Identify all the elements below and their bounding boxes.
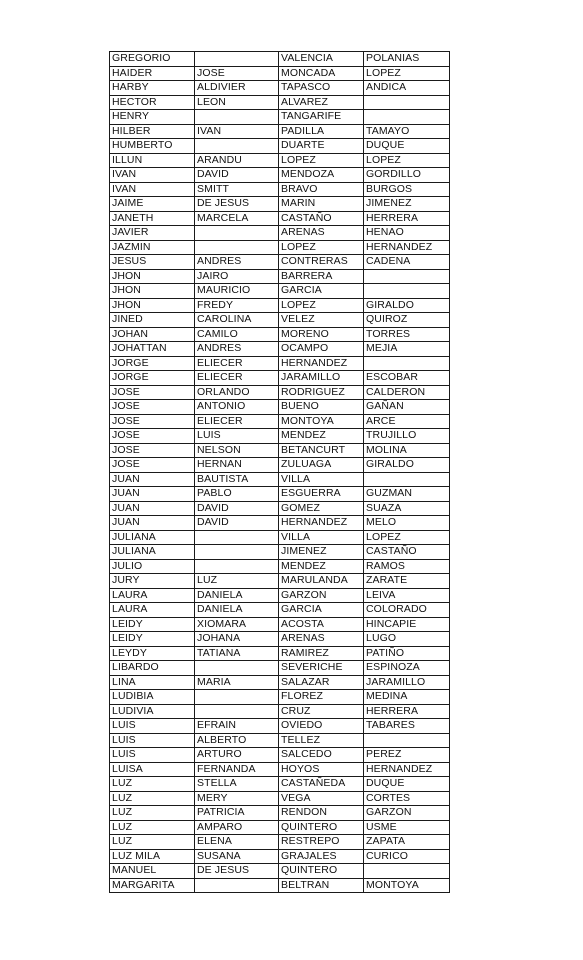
table-row xyxy=(110,95,450,110)
second-name-cell xyxy=(195,52,279,67)
table-row xyxy=(110,878,450,893)
first-name-cell: LUZ xyxy=(110,791,195,806)
first-surname-cell: VILLA xyxy=(279,472,364,487)
second-surname-cell: LOPEZ xyxy=(364,66,450,81)
second-name-cell xyxy=(195,545,279,560)
table-row xyxy=(110,661,450,676)
second-surname-cell: TABARES xyxy=(364,719,450,734)
second-name-cell xyxy=(195,139,279,154)
table-row xyxy=(110,414,450,429)
first-surname-cell: ESGUERRA xyxy=(279,487,364,502)
table-row xyxy=(110,835,450,850)
second-name-cell xyxy=(195,226,279,241)
table-row xyxy=(110,400,450,415)
second-name-cell xyxy=(195,690,279,705)
table-row xyxy=(110,820,450,835)
second-name-cell: ALDIVIER xyxy=(195,81,279,96)
names-table-body xyxy=(110,52,450,893)
second-surname-cell xyxy=(364,472,450,487)
first-surname-cell: MARULANDA xyxy=(279,574,364,589)
first-name-cell: JHON xyxy=(110,284,195,299)
second-surname-cell xyxy=(364,356,450,371)
second-name-cell: TATIANA xyxy=(195,646,279,661)
first-name-cell: HUMBERTO xyxy=(110,139,195,154)
first-name-cell: JAVIER xyxy=(110,226,195,241)
second-surname-cell: MEJIA xyxy=(364,342,450,357)
second-name-cell: ARTURO xyxy=(195,748,279,763)
first-surname-cell: CASTAÑEDA xyxy=(279,777,364,792)
second-surname-cell: GORDILLO xyxy=(364,168,450,183)
second-name-cell: MARCELA xyxy=(195,211,279,226)
second-surname-cell: HERNANDEZ xyxy=(364,762,450,777)
first-name-cell: JORGE xyxy=(110,356,195,371)
table-row xyxy=(110,182,450,197)
first-surname-cell: PADILLA xyxy=(279,124,364,139)
first-surname-cell: BRAVO xyxy=(279,182,364,197)
first-name-cell: JUAN xyxy=(110,516,195,531)
second-name-cell: ANTONIO xyxy=(195,400,279,415)
table-row xyxy=(110,603,450,618)
first-surname-cell: MARIN xyxy=(279,197,364,212)
first-surname-cell: CONTRERAS xyxy=(279,255,364,270)
first-surname-cell: HERNANDEZ xyxy=(279,516,364,531)
table-row xyxy=(110,806,450,821)
second-surname-cell: CALDERON xyxy=(364,385,450,400)
second-name-cell: MAURICIO xyxy=(195,284,279,299)
table-row xyxy=(110,574,450,589)
table-row xyxy=(110,443,450,458)
first-name-cell: HECTOR xyxy=(110,95,195,110)
first-surname-cell: BARRERA xyxy=(279,269,364,284)
names-table xyxy=(109,51,450,893)
names-sheet xyxy=(109,51,449,893)
second-surname-cell: QUIROZ xyxy=(364,313,450,328)
table-row xyxy=(110,632,450,647)
first-name-cell: JOHAN xyxy=(110,327,195,342)
second-name-cell: CAMILO xyxy=(195,327,279,342)
table-row xyxy=(110,791,450,806)
second-surname-cell: HERRERA xyxy=(364,704,450,719)
first-name-cell: LIBARDO xyxy=(110,661,195,676)
first-surname-cell: RESTREPO xyxy=(279,835,364,850)
first-surname-cell: LOPEZ xyxy=(279,240,364,255)
second-name-cell: LUZ xyxy=(195,574,279,589)
first-name-cell: LUISA xyxy=(110,762,195,777)
second-surname-cell: LEIVA xyxy=(364,588,450,603)
table-row xyxy=(110,704,450,719)
first-name-cell: HENRY xyxy=(110,110,195,125)
first-name-cell: LEIDY xyxy=(110,617,195,632)
first-name-cell: JOSE xyxy=(110,458,195,473)
second-name-cell: IVAN xyxy=(195,124,279,139)
second-surname-cell: GIRALDO xyxy=(364,298,450,313)
first-name-cell: LUIS xyxy=(110,719,195,734)
second-name-cell: PATRICIA xyxy=(195,806,279,821)
second-name-cell xyxy=(195,559,279,574)
first-surname-cell: MENDOZA xyxy=(279,168,364,183)
second-name-cell: DE JESUS xyxy=(195,197,279,212)
second-name-cell: DANIELA xyxy=(195,603,279,618)
second-name-cell: ORLANDO xyxy=(195,385,279,400)
table-row xyxy=(110,298,450,313)
first-name-cell: LAURA xyxy=(110,588,195,603)
second-surname-cell: TORRES xyxy=(364,327,450,342)
second-surname-cell: PATIÑO xyxy=(364,646,450,661)
table-row xyxy=(110,81,450,96)
second-surname-cell: LOPEZ xyxy=(364,530,450,545)
table-row xyxy=(110,240,450,255)
first-name-cell: LEIDY xyxy=(110,632,195,647)
first-surname-cell: BELTRAN xyxy=(279,878,364,893)
second-surname-cell xyxy=(364,110,450,125)
table-row xyxy=(110,762,450,777)
first-surname-cell: ACOSTA xyxy=(279,617,364,632)
second-surname-cell: ZAPATA xyxy=(364,835,450,850)
first-name-cell: HILBER xyxy=(110,124,195,139)
first-surname-cell: GARCIA xyxy=(279,603,364,618)
first-surname-cell: VEGA xyxy=(279,791,364,806)
second-surname-cell: MOLINA xyxy=(364,443,450,458)
first-surname-cell: RODRIGUEZ xyxy=(279,385,364,400)
first-name-cell: LUZ xyxy=(110,820,195,835)
first-name-cell: JHON xyxy=(110,298,195,313)
first-surname-cell: BUENO xyxy=(279,400,364,415)
first-surname-cell: RENDON xyxy=(279,806,364,821)
second-name-cell: ELIECER xyxy=(195,414,279,429)
second-name-cell: MERY xyxy=(195,791,279,806)
table-row xyxy=(110,342,450,357)
first-surname-cell: GRAJALES xyxy=(279,849,364,864)
second-name-cell: JOHANA xyxy=(195,632,279,647)
second-name-cell: STELLA xyxy=(195,777,279,792)
second-surname-cell: COLORADO xyxy=(364,603,450,618)
table-row xyxy=(110,777,450,792)
first-surname-cell: JIMENEZ xyxy=(279,545,364,560)
first-name-cell: JURY xyxy=(110,574,195,589)
first-name-cell: HAIDER xyxy=(110,66,195,81)
table-row xyxy=(110,545,450,560)
table-row xyxy=(110,849,450,864)
second-name-cell: JOSE xyxy=(195,66,279,81)
second-name-cell: DAVID xyxy=(195,168,279,183)
table-row xyxy=(110,211,450,226)
second-surname-cell: HERNANDEZ xyxy=(364,240,450,255)
second-name-cell: PABLO xyxy=(195,487,279,502)
second-name-cell: DAVID xyxy=(195,501,279,516)
second-name-cell: MARIA xyxy=(195,675,279,690)
first-surname-cell: CRUZ xyxy=(279,704,364,719)
first-surname-cell: MORENO xyxy=(279,327,364,342)
second-surname-cell: LUGO xyxy=(364,632,450,647)
first-name-cell: LUZ xyxy=(110,835,195,850)
first-name-cell: LUIS xyxy=(110,748,195,763)
table-row xyxy=(110,690,450,705)
first-surname-cell: VELEZ xyxy=(279,313,364,328)
table-row xyxy=(110,675,450,690)
first-surname-cell: RAMIREZ xyxy=(279,646,364,661)
second-name-cell xyxy=(195,110,279,125)
second-surname-cell: HERRERA xyxy=(364,211,450,226)
second-surname-cell xyxy=(364,733,450,748)
first-surname-cell: JARAMILLO xyxy=(279,371,364,386)
second-surname-cell: CURICO xyxy=(364,849,450,864)
first-surname-cell: ZULUAGA xyxy=(279,458,364,473)
first-surname-cell: TANGARIFE xyxy=(279,110,364,125)
second-name-cell: ANDRES xyxy=(195,342,279,357)
first-name-cell: JUAN xyxy=(110,487,195,502)
second-surname-cell: JIMENEZ xyxy=(364,197,450,212)
first-name-cell: ILLUN xyxy=(110,153,195,168)
table-row xyxy=(110,617,450,632)
table-row xyxy=(110,197,450,212)
first-surname-cell: GARZON xyxy=(279,588,364,603)
first-name-cell: LUZ xyxy=(110,777,195,792)
table-row xyxy=(110,255,450,270)
first-surname-cell: ARENAS xyxy=(279,226,364,241)
table-row xyxy=(110,487,450,502)
first-name-cell: JHON xyxy=(110,269,195,284)
table-row xyxy=(110,153,450,168)
first-name-cell: JOSE xyxy=(110,400,195,415)
table-row xyxy=(110,139,450,154)
first-name-cell: JULIANA xyxy=(110,545,195,560)
table-row xyxy=(110,458,450,473)
second-surname-cell: LOPEZ xyxy=(364,153,450,168)
first-name-cell: JESUS xyxy=(110,255,195,270)
table-row xyxy=(110,52,450,67)
second-surname-cell: GAÑAN xyxy=(364,400,450,415)
second-name-cell: FERNANDA xyxy=(195,762,279,777)
first-name-cell: LUZ xyxy=(110,806,195,821)
table-row xyxy=(110,748,450,763)
table-row xyxy=(110,313,450,328)
first-surname-cell: ARENAS xyxy=(279,632,364,647)
second-surname-cell: PEREZ xyxy=(364,748,450,763)
first-name-cell: LUIS xyxy=(110,733,195,748)
first-name-cell: JOSE xyxy=(110,414,195,429)
second-surname-cell: ESPINOZA xyxy=(364,661,450,676)
second-name-cell: ANDRES xyxy=(195,255,279,270)
first-surname-cell: QUINTERO xyxy=(279,864,364,879)
second-name-cell: SUSANA xyxy=(195,849,279,864)
second-name-cell: DE JESUS xyxy=(195,864,279,879)
first-surname-cell: OVIEDO xyxy=(279,719,364,734)
first-name-cell: JINED xyxy=(110,313,195,328)
first-name-cell: JOSE xyxy=(110,429,195,444)
second-name-cell: AMPARO xyxy=(195,820,279,835)
second-surname-cell: SUAZA xyxy=(364,501,450,516)
second-name-cell: NELSON xyxy=(195,443,279,458)
second-name-cell xyxy=(195,530,279,545)
table-row xyxy=(110,516,450,531)
table-row xyxy=(110,356,450,371)
first-surname-cell: BETANCURT xyxy=(279,443,364,458)
second-name-cell xyxy=(195,240,279,255)
table-row xyxy=(110,371,450,386)
first-name-cell: JAIME xyxy=(110,197,195,212)
first-surname-cell: QUINTERO xyxy=(279,820,364,835)
table-row xyxy=(110,472,450,487)
second-surname-cell: CORTES xyxy=(364,791,450,806)
first-name-cell: JUAN xyxy=(110,501,195,516)
first-surname-cell: TELLEZ xyxy=(279,733,364,748)
second-name-cell: DANIELA xyxy=(195,588,279,603)
first-surname-cell: MENDEZ xyxy=(279,559,364,574)
first-surname-cell: VALENCIA xyxy=(279,52,364,67)
second-surname-cell: MELO xyxy=(364,516,450,531)
first-surname-cell: LOPEZ xyxy=(279,298,364,313)
first-name-cell: JANETH xyxy=(110,211,195,226)
second-surname-cell: MONTOYA xyxy=(364,878,450,893)
table-row xyxy=(110,646,450,661)
table-row xyxy=(110,269,450,284)
second-surname-cell: MEDINA xyxy=(364,690,450,705)
second-surname-cell: TAMAYO xyxy=(364,124,450,139)
first-name-cell: LAURA xyxy=(110,603,195,618)
table-row xyxy=(110,733,450,748)
second-name-cell xyxy=(195,661,279,676)
second-surname-cell: HINCAPIE xyxy=(364,617,450,632)
first-name-cell: HARBY xyxy=(110,81,195,96)
second-surname-cell xyxy=(364,269,450,284)
second-surname-cell: GUZMAN xyxy=(364,487,450,502)
first-name-cell: GREGORIO xyxy=(110,52,195,67)
table-row xyxy=(110,719,450,734)
first-name-cell: LUZ MILA xyxy=(110,849,195,864)
second-name-cell: ELIECER xyxy=(195,371,279,386)
second-surname-cell: RAMOS xyxy=(364,559,450,574)
first-name-cell: JOSE xyxy=(110,385,195,400)
table-row xyxy=(110,501,450,516)
table-row xyxy=(110,226,450,241)
second-surname-cell: CASTAÑO xyxy=(364,545,450,560)
first-surname-cell: MONTOYA xyxy=(279,414,364,429)
second-name-cell: JAIRO xyxy=(195,269,279,284)
first-name-cell: LEYDY xyxy=(110,646,195,661)
second-surname-cell: HENAO xyxy=(364,226,450,241)
table-row xyxy=(110,110,450,125)
first-name-cell: LUDIVIA xyxy=(110,704,195,719)
second-name-cell: LUIS xyxy=(195,429,279,444)
first-name-cell: MANUEL xyxy=(110,864,195,879)
second-surname-cell: USME xyxy=(364,820,450,835)
second-name-cell: EFRAIN xyxy=(195,719,279,734)
second-name-cell: ELENA xyxy=(195,835,279,850)
first-surname-cell: FLOREZ xyxy=(279,690,364,705)
second-name-cell: DAVID xyxy=(195,516,279,531)
table-row xyxy=(110,168,450,183)
first-name-cell: MARGARITA xyxy=(110,878,195,893)
table-row xyxy=(110,588,450,603)
first-surname-cell: SALCEDO xyxy=(279,748,364,763)
second-surname-cell: ANDICA xyxy=(364,81,450,96)
table-row xyxy=(110,124,450,139)
first-surname-cell: CASTAÑO xyxy=(279,211,364,226)
second-name-cell: ARANDU xyxy=(195,153,279,168)
table-row xyxy=(110,429,450,444)
first-name-cell: JUAN xyxy=(110,472,195,487)
first-name-cell: JOHATTAN xyxy=(110,342,195,357)
first-surname-cell: SALAZAR xyxy=(279,675,364,690)
first-surname-cell: LOPEZ xyxy=(279,153,364,168)
first-name-cell: IVAN xyxy=(110,182,195,197)
second-surname-cell xyxy=(364,95,450,110)
first-surname-cell: OCAMPO xyxy=(279,342,364,357)
second-surname-cell: ESCOBAR xyxy=(364,371,450,386)
second-name-cell: SMITT xyxy=(195,182,279,197)
second-name-cell xyxy=(195,704,279,719)
second-surname-cell: JARAMILLO xyxy=(364,675,450,690)
second-name-cell xyxy=(195,878,279,893)
second-surname-cell: BURGOS xyxy=(364,182,450,197)
first-name-cell: LUDIBIA xyxy=(110,690,195,705)
table-row xyxy=(110,66,450,81)
second-name-cell: FREDY xyxy=(195,298,279,313)
second-name-cell: HERNAN xyxy=(195,458,279,473)
second-surname-cell: DUQUE xyxy=(364,777,450,792)
first-name-cell: JULIO xyxy=(110,559,195,574)
second-surname-cell: CADENA xyxy=(364,255,450,270)
first-surname-cell: ALVAREZ xyxy=(279,95,364,110)
second-surname-cell: DUQUE xyxy=(364,139,450,154)
first-name-cell: JORGE xyxy=(110,371,195,386)
table-row xyxy=(110,530,450,545)
first-surname-cell: GARCIA xyxy=(279,284,364,299)
second-surname-cell: ZARATE xyxy=(364,574,450,589)
second-surname-cell: TRUJILLO xyxy=(364,429,450,444)
first-name-cell: IVAN xyxy=(110,168,195,183)
table-row xyxy=(110,559,450,574)
second-surname-cell: GIRALDO xyxy=(364,458,450,473)
second-surname-cell: POLANIAS xyxy=(364,52,450,67)
table-row xyxy=(110,385,450,400)
second-name-cell: LEON xyxy=(195,95,279,110)
second-name-cell: CAROLINA xyxy=(195,313,279,328)
second-name-cell: XIOMARA xyxy=(195,617,279,632)
first-surname-cell: MONCADA xyxy=(279,66,364,81)
first-name-cell: JAZMIN xyxy=(110,240,195,255)
table-row xyxy=(110,327,450,342)
second-surname-cell xyxy=(364,284,450,299)
table-row xyxy=(110,864,450,879)
second-name-cell: ELIECER xyxy=(195,356,279,371)
first-surname-cell: VILLA xyxy=(279,530,364,545)
first-surname-cell: HERNANDEZ xyxy=(279,356,364,371)
second-surname-cell: GARZON xyxy=(364,806,450,821)
second-surname-cell: ARCE xyxy=(364,414,450,429)
first-name-cell: JULIANA xyxy=(110,530,195,545)
second-name-cell: ALBERTO xyxy=(195,733,279,748)
first-name-cell: LINA xyxy=(110,675,195,690)
first-surname-cell: GOMEZ xyxy=(279,501,364,516)
table-row xyxy=(110,284,450,299)
first-surname-cell: SEVERICHE xyxy=(279,661,364,676)
first-name-cell: JOSE xyxy=(110,443,195,458)
first-surname-cell: TAPASCO xyxy=(279,81,364,96)
first-surname-cell: MENDEZ xyxy=(279,429,364,444)
second-surname-cell xyxy=(364,864,450,879)
first-surname-cell: DUARTE xyxy=(279,139,364,154)
second-name-cell: BAUTISTA xyxy=(195,472,279,487)
first-surname-cell: HOYOS xyxy=(279,762,364,777)
